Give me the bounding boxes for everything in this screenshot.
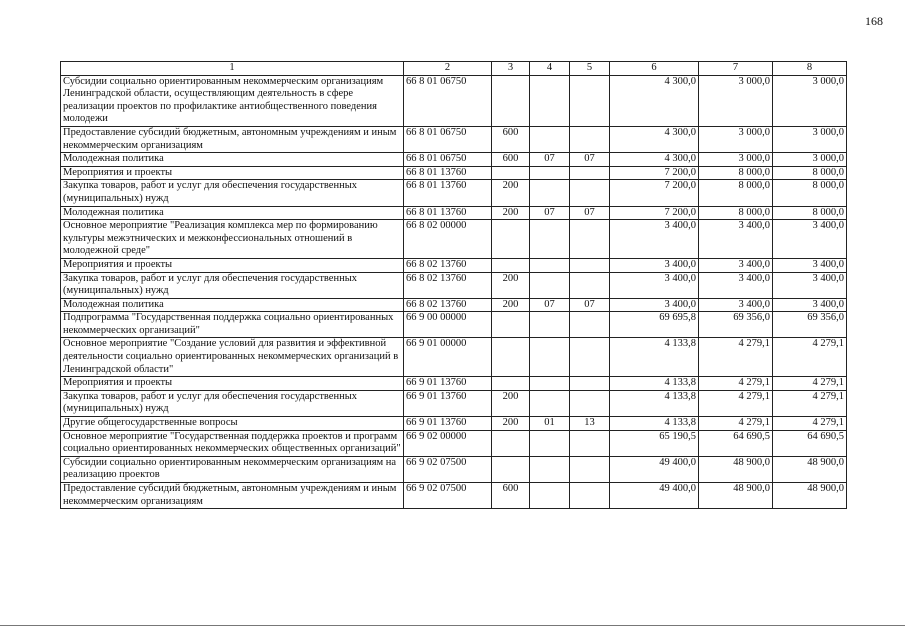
cell-section	[530, 126, 570, 152]
cell-name: Мероприятия и проекты	[61, 166, 404, 180]
cell-amount-year2: 8 000,0	[699, 166, 773, 180]
cell-subsection	[570, 338, 610, 377]
cell-target-code: 66 8 01 13760	[404, 206, 492, 220]
cell-amount-year1: 4 133,8	[610, 377, 699, 391]
cell-amount-year1: 3 400,0	[610, 272, 699, 298]
cell-amount-year3: 4 279,1	[773, 417, 847, 431]
cell-target-code: 66 8 01 06750	[404, 126, 492, 152]
table-row	[61, 166, 847, 180]
cell-subsection	[570, 258, 610, 272]
table-row	[61, 258, 847, 272]
cell-amount-year2: 4 279,1	[699, 377, 773, 391]
table-row	[61, 126, 847, 152]
cell-target-code: 66 9 00 00000	[404, 312, 492, 338]
column-header: 7	[699, 62, 773, 76]
cell-expense-type	[492, 220, 530, 259]
cell-amount-year2: 48 900,0	[699, 483, 773, 509]
table-row	[61, 312, 847, 338]
cell-amount-year2: 3 400,0	[699, 298, 773, 312]
cell-name: Молодежная политика	[61, 153, 404, 167]
cell-expense-type	[492, 312, 530, 338]
cell-amount-year1: 4 133,8	[610, 390, 699, 416]
cell-target-code: 66 9 02 07500	[404, 483, 492, 509]
cell-expense-type: 600	[492, 483, 530, 509]
cell-amount-year3: 3 000,0	[773, 153, 847, 167]
cell-amount-year2: 8 000,0	[699, 206, 773, 220]
cell-subsection	[570, 430, 610, 456]
table-row	[61, 377, 847, 391]
cell-subsection: 13	[570, 417, 610, 431]
cell-expense-type	[492, 258, 530, 272]
cell-amount-year1: 69 695,8	[610, 312, 699, 338]
cell-amount-year3: 3 400,0	[773, 298, 847, 312]
cell-amount-year3: 4 279,1	[773, 390, 847, 416]
cell-amount-year1: 3 400,0	[610, 298, 699, 312]
cell-section	[530, 377, 570, 391]
cell-expense-type	[492, 430, 530, 456]
cell-section	[530, 220, 570, 259]
table-row	[61, 180, 847, 206]
table-row	[61, 206, 847, 220]
cell-target-code: 66 9 02 07500	[404, 456, 492, 482]
cell-amount-year2: 4 279,1	[699, 390, 773, 416]
cell-target-code: 66 8 01 06750	[404, 153, 492, 167]
cell-amount-year3: 64 690,5	[773, 430, 847, 456]
cell-amount-year2: 64 690,5	[699, 430, 773, 456]
cell-amount-year3: 48 900,0	[773, 456, 847, 482]
cell-amount-year2: 48 900,0	[699, 456, 773, 482]
cell-name: Молодежная политика	[61, 206, 404, 220]
cell-section	[530, 312, 570, 338]
cell-subsection	[570, 272, 610, 298]
cell-expense-type	[492, 166, 530, 180]
cell-subsection: 07	[570, 153, 610, 167]
cell-section	[530, 272, 570, 298]
cell-amount-year1: 49 400,0	[610, 483, 699, 509]
cell-amount-year3: 4 279,1	[773, 377, 847, 391]
cell-amount-year3: 8 000,0	[773, 180, 847, 206]
cell-amount-year2: 4 279,1	[699, 417, 773, 431]
cell-subsection	[570, 390, 610, 416]
cell-section	[530, 258, 570, 272]
cell-amount-year3: 8 000,0	[773, 206, 847, 220]
cell-amount-year1: 3 400,0	[610, 258, 699, 272]
cell-amount-year1: 7 200,0	[610, 166, 699, 180]
cell-name: Основное мероприятие "Государственная поддержка проектов и программ социально ориентированных некоммерческих общественных организаций"	[61, 430, 404, 456]
cell-expense-type: 200	[492, 298, 530, 312]
cell-target-code: 66 9 02 00000	[404, 430, 492, 456]
cell-expense-type	[492, 377, 530, 391]
cell-amount-year1: 3 400,0	[610, 220, 699, 259]
cell-expense-type: 200	[492, 272, 530, 298]
cell-section: 07	[530, 206, 570, 220]
table-body	[61, 75, 847, 509]
cell-expense-type: 200	[492, 206, 530, 220]
cell-amount-year1: 4 300,0	[610, 153, 699, 167]
cell-amount-year1: 65 190,5	[610, 430, 699, 456]
column-header: 8	[773, 62, 847, 76]
cell-target-code: 66 9 01 13760	[404, 377, 492, 391]
cell-name: Субсидии социально ориентированным некоммерческим организациям Ленинградской области, осуществляющим деятельность в сфере реализации проектов по профилактике антиобщественного поведения молодежи	[61, 75, 404, 126]
cell-amount-year2: 3 000,0	[699, 153, 773, 167]
cell-section: 01	[530, 417, 570, 431]
cell-target-code: 66 9 01 13760	[404, 390, 492, 416]
column-header: 6	[610, 62, 699, 76]
cell-amount-year3: 3 000,0	[773, 75, 847, 126]
cell-amount-year3: 4 279,1	[773, 338, 847, 377]
cell-subsection	[570, 180, 610, 206]
cell-target-code: 66 8 01 13760	[404, 180, 492, 206]
cell-amount-year2: 4 279,1	[699, 338, 773, 377]
cell-name: Основное мероприятие "Реализация комплекса мер по формированию культуры межэтнических и межконфессиональных отношений в молодежной среде"	[61, 220, 404, 259]
cell-name: Мероприятия и проекты	[61, 258, 404, 272]
cell-target-code: 66 8 01 13760	[404, 166, 492, 180]
table-row	[61, 272, 847, 298]
cell-subsection	[570, 220, 610, 259]
cell-amount-year2: 3 400,0	[699, 220, 773, 259]
cell-expense-type: 600	[492, 153, 530, 167]
cell-subsection	[570, 456, 610, 482]
cell-target-code: 66 8 02 00000	[404, 220, 492, 259]
column-header: 2	[404, 62, 492, 76]
cell-section	[530, 75, 570, 126]
cell-amount-year3: 3 400,0	[773, 258, 847, 272]
cell-name: Субсидии социально ориентированным некоммерческим организациям на реализацию проектов	[61, 456, 404, 482]
cell-expense-type	[492, 456, 530, 482]
table-row	[61, 483, 847, 509]
cell-target-code: 66 8 01 06750	[404, 75, 492, 126]
cell-amount-year1: 49 400,0	[610, 456, 699, 482]
column-header: 3	[492, 62, 530, 76]
cell-amount-year3: 8 000,0	[773, 166, 847, 180]
cell-section	[530, 338, 570, 377]
cell-amount-year3: 69 356,0	[773, 312, 847, 338]
cell-amount-year2: 3 000,0	[699, 126, 773, 152]
cell-amount-year2: 3 000,0	[699, 75, 773, 126]
table-row	[61, 390, 847, 416]
cell-section	[530, 390, 570, 416]
cell-amount-year1: 4 133,8	[610, 417, 699, 431]
cell-subsection	[570, 483, 610, 509]
cell-expense-type	[492, 75, 530, 126]
cell-expense-type: 600	[492, 126, 530, 152]
table-row	[61, 153, 847, 167]
cell-section	[530, 483, 570, 509]
cell-target-code: 66 9 01 13760	[404, 417, 492, 431]
header-row	[61, 62, 847, 76]
cell-name: Предоставление субсидий бюджетным, автономным учреждениям и иным некоммерческим организациям	[61, 483, 404, 509]
cell-section	[530, 456, 570, 482]
cell-target-code: 66 8 02 13760	[404, 258, 492, 272]
cell-target-code: 66 8 02 13760	[404, 298, 492, 312]
column-header: 4	[530, 62, 570, 76]
cell-name: Предоставление субсидий бюджетным, автономным учреждениям и иным некоммерческим организациям	[61, 126, 404, 152]
cell-subsection	[570, 312, 610, 338]
page-bottom-line	[0, 625, 905, 626]
cell-section: 07	[530, 298, 570, 312]
table-row	[61, 430, 847, 456]
table-row	[61, 75, 847, 126]
cell-name: Подпрограмма "Государственная поддержка социально ориентированных некоммерческих организаций"	[61, 312, 404, 338]
cell-name: Другие общегосударственные вопросы	[61, 417, 404, 431]
cell-section: 07	[530, 153, 570, 167]
cell-section	[530, 430, 570, 456]
cell-name: Мероприятия и проекты	[61, 377, 404, 391]
table-row	[61, 338, 847, 377]
cell-name: Закупка товаров, работ и услуг для обеспечения государственных (муниципальных) нужд	[61, 390, 404, 416]
cell-amount-year2: 3 400,0	[699, 258, 773, 272]
cell-subsection: 07	[570, 298, 610, 312]
cell-expense-type: 200	[492, 180, 530, 206]
cell-target-code: 66 9 01 00000	[404, 338, 492, 377]
column-header: 5	[570, 62, 610, 76]
cell-name: Закупка товаров, работ и услуг для обеспечения государственных (муниципальных) нужд	[61, 272, 404, 298]
cell-amount-year1: 4 133,8	[610, 338, 699, 377]
cell-name: Молодежная политика	[61, 298, 404, 312]
table-row	[61, 220, 847, 259]
column-header: 1	[61, 62, 404, 76]
cell-subsection: 07	[570, 206, 610, 220]
cell-amount-year2: 3 400,0	[699, 272, 773, 298]
cell-subsection	[570, 75, 610, 126]
table-row	[61, 417, 847, 431]
cell-amount-year3: 48 900,0	[773, 483, 847, 509]
cell-section	[530, 180, 570, 206]
cell-amount-year1: 7 200,0	[610, 206, 699, 220]
cell-expense-type: 200	[492, 417, 530, 431]
cell-section	[530, 166, 570, 180]
table-row	[61, 456, 847, 482]
cell-subsection	[570, 126, 610, 152]
cell-amount-year1: 7 200,0	[610, 180, 699, 206]
cell-target-code: 66 8 02 13760	[404, 272, 492, 298]
budget-table	[60, 61, 847, 509]
cell-expense-type: 200	[492, 390, 530, 416]
cell-amount-year1: 4 300,0	[610, 75, 699, 126]
table-row	[61, 298, 847, 312]
cell-amount-year3: 3 400,0	[773, 220, 847, 259]
cell-subsection	[570, 166, 610, 180]
cell-amount-year2: 8 000,0	[699, 180, 773, 206]
cell-name: Основное мероприятие "Создание условий для развития и эффективной деятельности социально ориентированных некоммерческих организаций в Ленинградской области"	[61, 338, 404, 377]
page-number: 168	[865, 14, 883, 28]
cell-amount-year3: 3 000,0	[773, 126, 847, 152]
cell-name: Закупка товаров, работ и услуг для обеспечения государственных (муниципальных) нужд	[61, 180, 404, 206]
cell-expense-type	[492, 338, 530, 377]
cell-amount-year3: 3 400,0	[773, 272, 847, 298]
cell-amount-year2: 69 356,0	[699, 312, 773, 338]
cell-amount-year1: 4 300,0	[610, 126, 699, 152]
cell-subsection	[570, 377, 610, 391]
